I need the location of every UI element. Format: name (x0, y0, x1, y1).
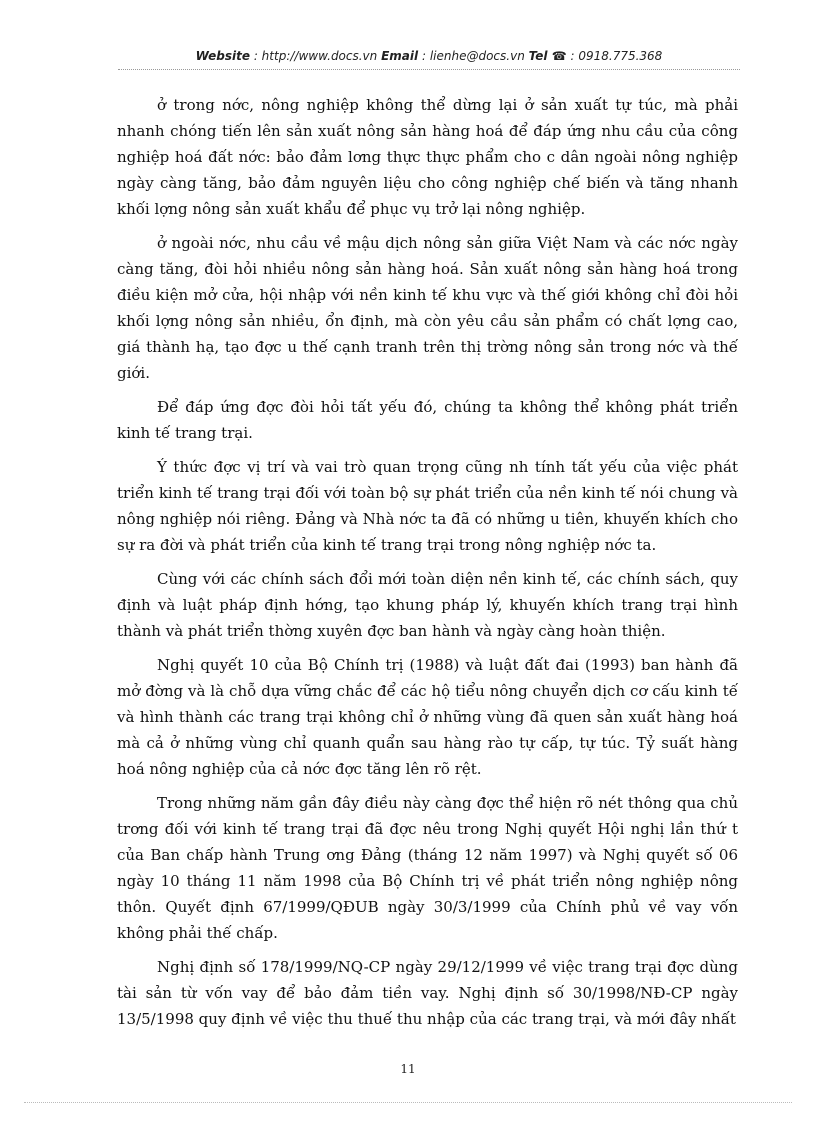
tel-value: : 0918.775.368 (570, 49, 663, 63)
paragraph-7: Trong những năm gần đây điều này càng đợc thể hiện rõ nét thông qua chủ trơng đối với kinh tế trang trại đã đợc nêu trong Nghị quyết Hội nghị lần thứ t của Ban chấp hành Trung ơng Đảng (tháng 12 năm 1997) và Nghị quyết số 06 ngày 10 tháng 11 năm 1998 của Bộ Chính trị về phát triển nông nghiệp nông thôn. Quyết định 67/1999/QĐUB ngày 30/3/1999 của Chính phủ về vay vốn không phải thế chấp. (117, 794, 738, 942)
paragraph-5: Cùng với các chính sách đổi mới toàn diện nền kinh tế, các chính sách, quy định và luật pháp định hớng, tạo khung pháp lý, khuyến khích trang trại hình thành và phát triển thờng xuyên đợc ban hành và ngày càng hoàn thiện. (117, 570, 738, 640)
website-value[interactable]: : http://www.docs.vn (253, 49, 378, 63)
website-label: Website (195, 49, 250, 63)
paragraph-8: Nghị định số 178/1999/NQ-CP ngày 29/12/1999 về việc trang trại đợc dùng tài sản từ vốn vay để bảo đảm tiền vay. Nghị định số 30/1998/NĐ-CP ngày 13/5/1998 quy định về việc thu thuế thu nhập của các trang trại, và mới đây nhất (117, 958, 738, 1028)
paragraph-4: Ý thức đợc vị trí và vai trò quan trọng cũng nh tính tất yếu của việc phát triển kinh tế trang trại đối với toàn bộ sự phát triển của nền kinh tế nói chung và nông nghiệp nói riêng. Đảng và Nhà nớc ta đã có những u tiên, khuyến khích cho sự ra đời và phát triển của kinh tế trang trại trong nông nghiệp nớc ta. (117, 458, 738, 554)
paragraph-1: ở trong nớc, nông nghiệp không thể dừng lại ở sản xuất tự túc, mà phải nhanh chóng tiến lên sản xuất nông sản hàng hoá để đáp ứng nhu cầu của công nghiệp hoá đất nớc: bảo đảm lơng thực thực phẩm cho c dân ngoài nông nghiệp ngày càng tăng, bảo đảm nguyên liệu cho công nghiệp chế biến và tăng nhanh khối lợng nông sản xuất khẩu để phục vụ trở lại nông nghiệp. (117, 96, 738, 218)
document-body (117, 92, 738, 1040)
email-label: Email (381, 49, 419, 63)
footer-divider (24, 1102, 792, 1103)
page-number: 11 (400, 1062, 416, 1076)
tel-label: Tel ☎ (528, 49, 567, 63)
page-header (118, 47, 740, 70)
email-value[interactable]: : lienhe@docs.vn (421, 49, 525, 63)
paragraph-2: ở ngoài nớc, nhu cầu về mậu dịch nông sản giữa Việt Nam và các nớc ngày càng tăng, đòi hỏi nhiều nông sản hàng hoá. Sản xuất nông sản hàng hoá trong điều kiện mở cửa, hội nhập với nền kinh tế khu vực và thế giới không chỉ đòi hỏi khối lợng nông sản nhiều, ổn định, mà còn yêu cầu sản phẩm có chất lợng cao, giá thành hạ, tạo đợc u thế cạnh tranh trên thị trờng nông sản trong nớc và thế giới. (117, 234, 738, 382)
paragraph-3: Để đáp ứng đợc đòi hỏi tất yếu đó, chúng ta không thể không phát triển kinh tế trang trại. (117, 398, 738, 442)
paragraph-6: Nghị quyết 10 của Bộ Chính trị (1988) và luật đất đai (1993) ban hành đã mở đờng và là chỗ dựa vững chắc để các hộ tiểu nông chuyển dịch cơ cấu kinh tế và hình thành các trang trại không chỉ ở những vùng đã quen sản xuất hàng hoá mà cả ở những vùng chỉ quanh quẩn sau hàng rào tự cấp, tự túc. Tỷ suất hàng hoá nông nghiệp của cả nớc đợc tăng lên rõ rệt. (117, 656, 738, 778)
